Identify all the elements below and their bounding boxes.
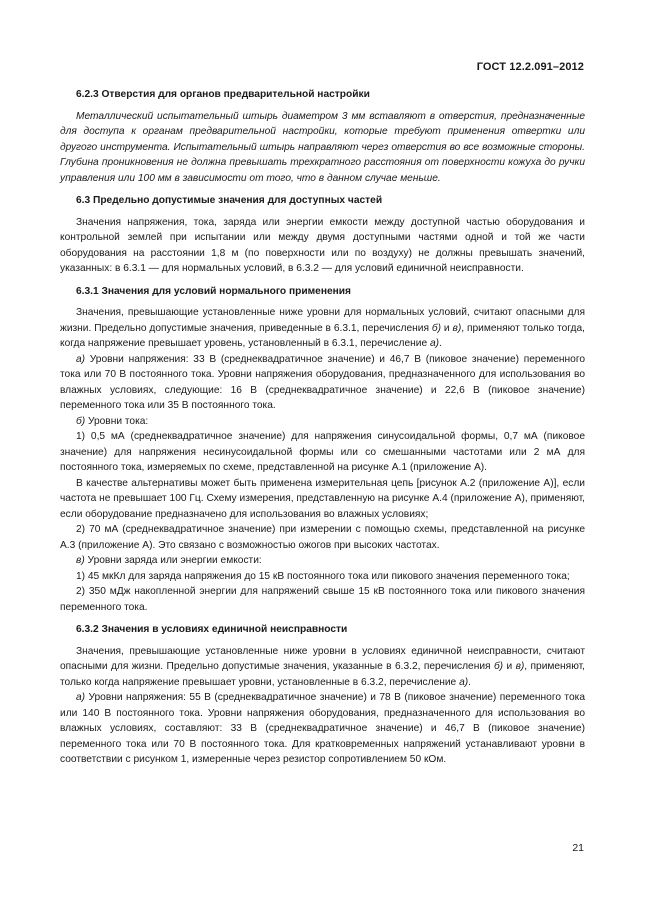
standard-number: ГОСТ 12.2.091–2012 xyxy=(476,61,584,73)
paragraph-6-3-1-b2: 2) 70 мА (среднеквадратичное значение) при измерении с помощью схемы, представленной на рисунке А.3 (приложение А). Это связано с возможностью ожогов при высоких частотах. xyxy=(60,524,585,551)
paragraph-6-3-2-intro: Значения, превышающие установленные ниже уровни в условиях единичной неисправности, считают опасными для жизни. Предельно допустимые значения, указанные в 6.3.2, перечисления б) и в), применяют, только когда напряжение превышает уровни, установленные в 6.3.2, перечисление а). xyxy=(60,645,585,688)
page-number: 21 xyxy=(572,842,584,854)
paragraph-6-3-1-c2: 2) 350 мДж накопленной энергии для напряжений свыше 15 кВ постоянного тока или пикового значения переменного тока. xyxy=(60,586,585,613)
paragraph-6-3-1-c1: 1) 45 мкКл для заряда напряжения до 15 кВ постоянного тока или пикового значения переменного тока; xyxy=(76,570,570,582)
paragraph-6-3-2-a: а) Уровни напряжения: 55 В (среднеквадратичное значение) и 78 В (пиковое значение) переменного тока или 140 В постоянного тока. Уровни напряжения оборудования, предназначенного для использования во влажных условиях, составляют: 33 В (среднеквадратичное значение) и 46,7 В (пиковое значение) переменного тока или 70 В постоянного тока. Для кратковременных напряжений устанавливают уровни в соответствии с рисунком 1, измеренные через резистор сопротивлением 50 кОм. xyxy=(60,692,585,765)
paragraph-6-2-3: Металлический испытательный штырь диаметром 3 мм вставляют в отверстия, предназначенные для доступа к органам предварительной настройки, которые требуют применения отвертки или другого инструмента. Испытательный штырь направляют через отверстия во все возможные стороны. Глубина проникновения не должна превышать трехкратного расстояния от поверхности кожуха до ручки управления или 100 мм в зависимости от того, что в данном случае меньше. xyxy=(60,110,585,184)
paragraph-6-3-1-a: а) Уровни напряжения: 33 В (среднеквадратичное значение) и 46,7 В (пиковое значение) переменного тока или 70 В постоянного тока. Уровни напряжения оборудования, предназначенного для использования во влажных условиях, следующие: 16 В (среднеквадратичное значение) и 22,6 В (пиковое значение) переменного тока или 35 В постоянного тока. xyxy=(60,353,585,411)
heading-6-3-1: 6.3.1 Значения для условий нормального применения xyxy=(76,285,352,297)
paragraph-6-3: Значения напряжения, тока, заряда или энергии емкости между доступной частью оборудования и контрольной землей при испытании или между двумя доступными частями одной и той же части оборудования на расстоянии 1,8 м (по поверхности или по воздуху) не должны превышать значений, указанных: в 6.3.1 — для нормальных условий, в 6.3.2 — для условий единичной неисправности. xyxy=(60,216,585,274)
paragraph-6-3-1-c: в) Уровни заряда или энергии емкости: xyxy=(76,555,262,566)
paragraph-6-3-1-intro: Значения, превышающие установленные ниже уровни для нормальных условий, считают опасными для жизни. Предельно допустимые значения, приведенные в 6.3.1, перечисления б) и в), применяют только тогда, когда напряжение превышает уровень, установленный в 6.3.1, перечисление а). xyxy=(60,307,585,349)
heading-6-3-2: 6.3.2 Значения в условиях единичной неисправности xyxy=(76,624,348,635)
paragraph-6-3-1-b1: 1) 0,5 мА (среднеквадратичное значение) для напряжения синусоидальной формы, 0,7 мА (пиковое значение) для напряжения несинусоидальной формы или со смешанными частотами или 2 мА для постоянного тока, измеряемых по схеме, представленной на рисунке А.1 (приложение А). xyxy=(60,431,585,473)
page-content xyxy=(60,87,585,768)
heading-6-2-3: 6.2.3 Отверстия для органов предварительной настройки xyxy=(76,89,370,100)
paragraph-6-3-1-b: б) Уровни тока: xyxy=(76,415,149,427)
heading-6-3: 6.3 Предельно допустимые значения для доступных частей xyxy=(76,195,383,206)
paragraph-6-3-1-alt: В качестве альтернативы может быть применена измерительная цепь [рисунок А.2 (приложение А)], если частота не превышает 100 Гц. Схему измерения, представленную на рисунке А.4 (приложение А), применяют, если оборудование предназначено для использования во влажных условиях; xyxy=(60,477,585,520)
